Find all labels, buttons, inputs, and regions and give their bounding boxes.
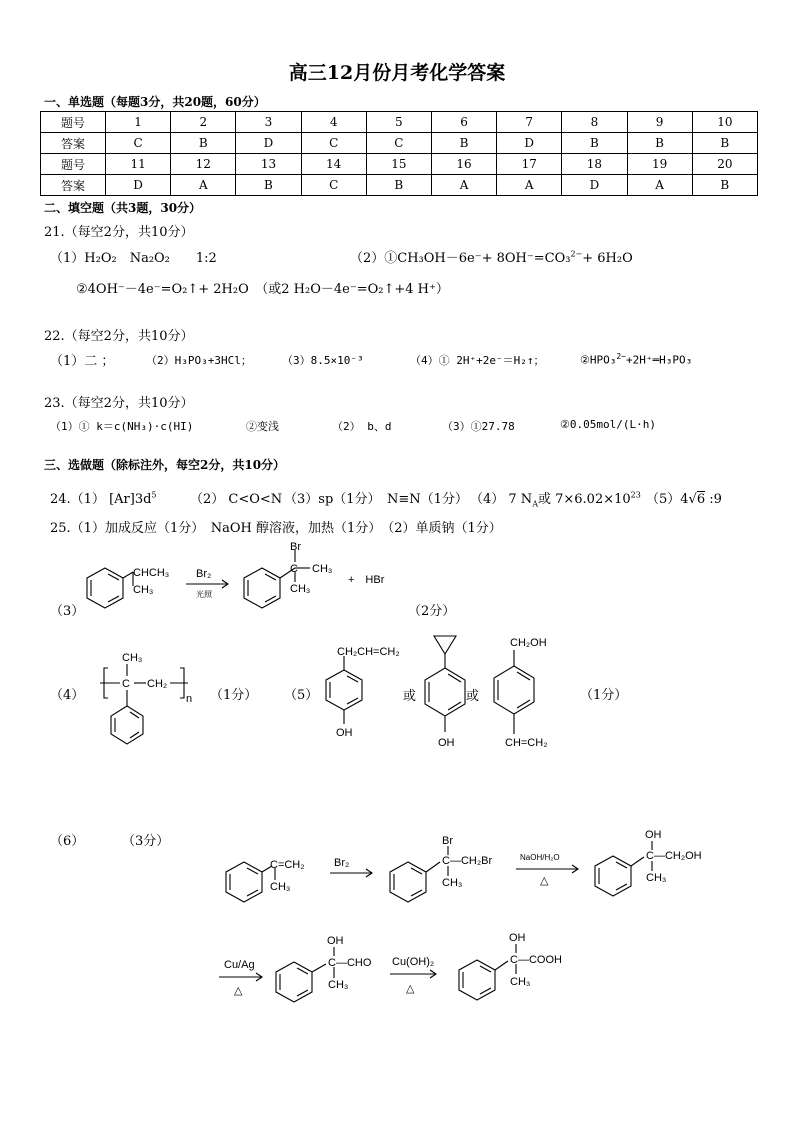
bromocumene-structure [244,541,332,608]
heat-label: △ [234,985,243,997]
q25-label-3: （3） [50,604,85,619]
c-label: C [290,563,298,575]
table-cell: D [106,175,171,196]
light-label: 光照 [196,590,212,599]
row-label: 答案 [41,175,106,196]
vinyl-label: CH=CH₂ [505,737,548,749]
table-cell: 14 [301,154,366,175]
polystyrene-structure [100,652,192,744]
table-cell: 9 [627,112,692,133]
table-cell: 17 [497,154,562,175]
table-cell: 7 [497,112,562,133]
q24-answer-2: （2） C<O<N [190,492,283,507]
table-cell: 10 [692,112,757,133]
q22-answer-2: （2）H₃PO₃+3HCl； [146,354,252,367]
table-cell: B [431,133,496,154]
table-cell: B [692,133,757,154]
oh-label: OH [438,737,455,749]
diol-structure [595,829,702,896]
table-cell: 16 [431,154,496,175]
q22-answer-1: （1）二 ； [50,354,115,369]
table-cell: B [366,175,431,196]
dibromide-structure [390,835,492,902]
ch3-label: CH₃ [328,979,349,991]
table-cell: D [562,175,627,196]
q21-heading: 21.（每空2分，共10分） [44,225,194,240]
reaction-arrow [390,956,436,995]
reaction-arrow [186,568,228,599]
q22-answer-3: （3）8.5×10⁻³ [282,354,364,367]
table-cell: 13 [236,154,301,175]
row-label: 题号 [41,112,106,133]
table-cell: C [301,175,366,196]
cuag-label: Cu/Ag [224,959,255,971]
table-cell: D [497,133,562,154]
naoh-label: NaOH/H₂O [520,853,560,862]
chcH3-label: CHCH₃ [133,567,170,579]
hbr-label: + HBr [348,574,385,586]
ch3-label: CH₃ [133,584,154,596]
table-cell: 6 [431,112,496,133]
cuoh2-label: Cu(OH)₂ [392,956,435,968]
table-cell: D [236,133,301,154]
ch3-label: CH₃ [122,652,143,664]
q21-answer-2: （2）①CH₃OH－6e⁻+ 8OH⁻=CO₃$^{2-}$+ 6H₂O [350,249,633,266]
br-label: Br [442,835,453,847]
q25-score-4: （1分） [210,688,258,703]
allylphenol-structure [326,646,400,739]
ch3-label: CH₃ [270,881,291,893]
allyl-label: CH₂CH=CH₂ [337,646,400,658]
q24-answer-4-tail: 或 7×6.02×10 [537,492,631,507]
q25-label-6: （6） [50,834,85,849]
oh-label: OH [645,829,662,841]
cyclopropylphenol-structure [425,636,465,749]
table-cell: 18 [562,154,627,175]
row-label: 题号 [41,154,106,175]
alkene-label: C=CH₂ [270,859,305,871]
sqrt-symbol: √ [688,492,697,507]
ch3-label: CH₃ [646,872,667,884]
ch2br-label: C—CH₂Br [442,855,493,867]
ch3-label: CH₃ [312,563,333,575]
q23-heading: 23.（每空2分，共10分） [44,396,194,411]
table-cell: 15 [366,154,431,175]
q24-answer-4-sup: 23 [630,490,641,500]
q21-answer-2-tail: + 6H₂O [582,251,633,266]
q21-answer-1: （1）H₂O₂ Na₂O₂ 1:2 [50,251,217,266]
table-cell: B [627,133,692,154]
br2-label: Br₂ [334,857,350,869]
oh-label: OH [336,727,353,739]
or-text: 或 [466,689,480,704]
q23-answer-2: ②变浅 [246,420,279,433]
oh-label: OH [327,935,344,947]
q21-answer-3: ②4OH⁻－4e⁻=O₂↑+ 2H₂O （或2 H₂O－4e⁻=O₂↑+4 H⁺） [76,282,449,297]
q24-answer-5-text: （5）4 [646,492,689,507]
q22-heading: 22.（每空2分，共10分） [44,329,194,344]
q25-answer-line: 25.（1）加成反应（1分） NaOH 醇溶液，加热（1分） （2）单质钠（1分） [50,521,502,536]
q24-answer-1-text: 24.（1） [Ar]3d [50,492,152,507]
q23-answer-5: ②0.05mol/(L·h) [560,418,656,431]
cooh-label: C—COOH [510,954,562,966]
reaction-arrow [219,959,262,997]
page-title: 高三12月份月考化学答案 [288,62,506,84]
q25-label-5: （5） [284,688,319,703]
q25-score-3: （2分） [408,604,456,619]
q22-answer-5-part: ②HPO₃ [580,353,617,367]
table-cell: 3 [236,112,301,133]
row-label: 答案 [41,133,106,154]
cho-label: C—CHO [328,957,372,969]
q25-score-5: （1分） [580,688,628,703]
br-label: Br [290,541,301,553]
vinylbenzylalcohol-structure [494,637,547,749]
q23-answer-3: （2） b、d [332,420,392,433]
table-cell: B [236,175,301,196]
c-label: C [122,678,130,690]
cumene-structure [87,567,169,608]
table-cell: 2 [171,112,236,133]
acid-structure [459,932,562,1000]
table-cell: A [171,175,236,196]
q23-answer-4: （3）①27.78 [442,420,515,433]
q24-answer-5-root: 6 [696,492,706,507]
q24-answer-4-text: （4） 7 N [470,492,533,507]
table-cell: A [497,175,562,196]
heat-label: △ [540,875,549,887]
ch3-label: CH₃ [290,583,311,595]
section3-heading: 三、选做题（除标注外，每空2分，共10分） [44,458,286,472]
table-cell: B [171,133,236,154]
table-cell: C [366,133,431,154]
q24-answer-1-sup: 5 [151,490,157,500]
section2-heading: 二、填空题（共3题，30分） [44,201,202,215]
q22-answer-5-tail: +2H⁺═H₃PO₃ [626,353,693,367]
table-cell: A [627,175,692,196]
q25-label-4: （4） [50,688,85,703]
table-cell: A [431,175,496,196]
reaction-arrow [330,857,372,877]
table-cell: 12 [171,154,236,175]
table-cell: C [106,133,171,154]
aldehyde-structure [276,935,372,1002]
br2-label: Br₂ [196,568,212,580]
ch2oh-label: CH₂OH [510,637,547,649]
section1-heading: 一、单选题（每题3分，共20题，60分） [44,95,266,109]
table-cell: B [692,175,757,196]
n-label: n [186,693,193,705]
table-cell: 11 [106,154,171,175]
reaction-arrow [516,853,578,887]
q22-answer-5: ②HPO₃$^{2-}$+2H⁺═H₃PO₃ [580,352,693,367]
ch2oh-label: C—CH₂OH [646,850,702,862]
table-cell: C [301,133,366,154]
ch3-label: CH₃ [510,976,531,988]
or-text: 或 [403,689,417,704]
q22-answer-4: （4）① 2H⁺+2e⁻＝H₂↑； [410,354,545,367]
table-cell: B [562,133,627,154]
table-cell: 4 [301,112,366,133]
table-cell: 19 [627,154,692,175]
ch2-label: CH₂ [147,678,168,690]
q24-answer-4-sub: A [532,499,538,509]
table-cell: 1 [106,112,171,133]
table-cell: 20 [692,154,757,175]
ch3-label: CH₃ [442,877,463,889]
q23-answer-1: （1）① k＝c(NH₃)·c(HI) [50,420,194,433]
oh-label: OH [509,932,526,944]
q24-answer-5-tail: :9 [705,492,722,507]
heat-label: △ [406,983,415,995]
q21-answer-2-part: （2）①CH₃OH－6e⁻+ 8OH⁻=CO₃ [350,251,571,266]
q25-score-6: （3分） [122,834,170,849]
q24-answer-3: （3）sp（1分） N≡N（1分） [284,492,468,507]
alpha-methylstyrene-structure [226,859,305,902]
table-cell: 5 [366,112,431,133]
table-cell: 8 [562,112,627,133]
